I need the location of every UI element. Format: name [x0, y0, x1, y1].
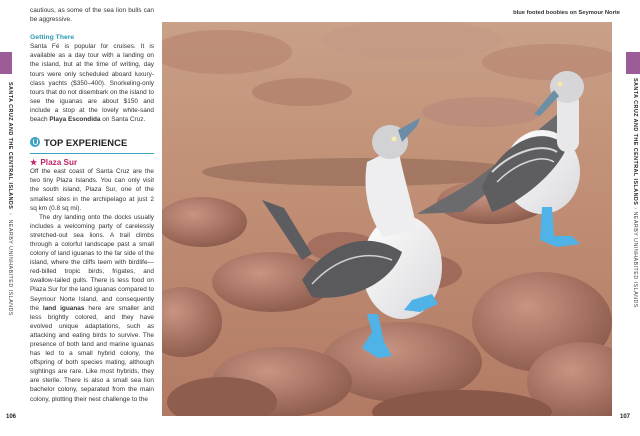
getting-there-heading: Getting There: [30, 34, 75, 42]
section-tab-left: [0, 52, 12, 74]
getting-there-paragraph: Santa Fé is popular for cruises. It is available as a day tour with a landing on the island, but at the time of writing, day tours were only scheduled aboard luxury-class yachts ($350–400). Snorkeling-only tours that do not disembark on the island to see the iguanas are about $150 and include a stop at the lovely white-sand beach Playa Escondida on Santa Cruz.: [30, 43, 154, 124]
running-head-section-right: NEARBY UNINHABITED ISLANDS: [632, 211, 638, 308]
land-iguanas-bold: land iguanas: [42, 304, 85, 312]
sight-heading: [30, 158, 154, 167]
running-head-section: NEARBY UNINHABITED ISLANDS: [7, 219, 13, 316]
sight-heading-label: Plaza Sur: [40, 158, 78, 168]
intro-paragraph: cautious, as some of the sea lion bulls can be aggressive.: [30, 7, 154, 24]
running-head-separator-right: ›: [632, 207, 638, 210]
plaza-sur-paragraph-2: The dry landing onto the docks usually includes a welcoming party of carelessly stretched-out sea lions. A trail climbs through a colorful landscape past a small colony of land iguanas to the far side of the island, where the cliffs teem with birdlife—red-billed tropic birds, frigates, and swallow-tailed gulls. There is less food on Plaza Sur for the land iguanas compared to Seymour Norte Island, and consequently the land iguanas here are smaller and less brightly colored, and they have evolved unique adaptations, such as attacking and eating birds to survive. The presence of both land and marine iguanas has led to a small hybrid colony, the offspring of both species mating, although sightings are rare. Like most hybrids, they are sterile. There is also a small sea lion bachelor colony, separated from the main colony, plotting their nest challenge to the: [30, 213, 154, 403]
running-head-right: [624, 78, 638, 308]
top-experience-banner: [30, 137, 154, 147]
section-tab-right: [626, 52, 640, 74]
page-number-right: 107: [620, 414, 631, 420]
section-divider: [30, 153, 154, 154]
running-head-region-right: SANTA CRUZ AND THE CENTRAL ISLANDS: [632, 78, 638, 206]
top-experience-label: TOP EXPERIENCE: [44, 136, 128, 148]
running-head-separator: ›: [7, 213, 13, 216]
running-head-region: SANTA CRUZ AND THE CENTRAL ISLANDS: [7, 82, 13, 210]
running-head-left: [1, 82, 13, 316]
text-column: [30, 6, 154, 404]
photo-caption: blue footed boobies on Seymour Norte: [513, 10, 620, 16]
page-number-left: 106: [6, 414, 17, 420]
booby-photo: [162, 22, 612, 416]
star-icon: ★: [30, 158, 38, 168]
plaza-sur-paragraph-1: Off the east coast of Santa Cruz are the two tiny Plaza Islands. You can only visit the south island, Plaza Sur, one of the smallest sites in the archipelago at just 2 sq km (0.8 sq mi).: [30, 168, 154, 212]
playa-escondida-bold: Playa Escondida: [49, 116, 101, 124]
location-pin-icon: [30, 137, 40, 147]
